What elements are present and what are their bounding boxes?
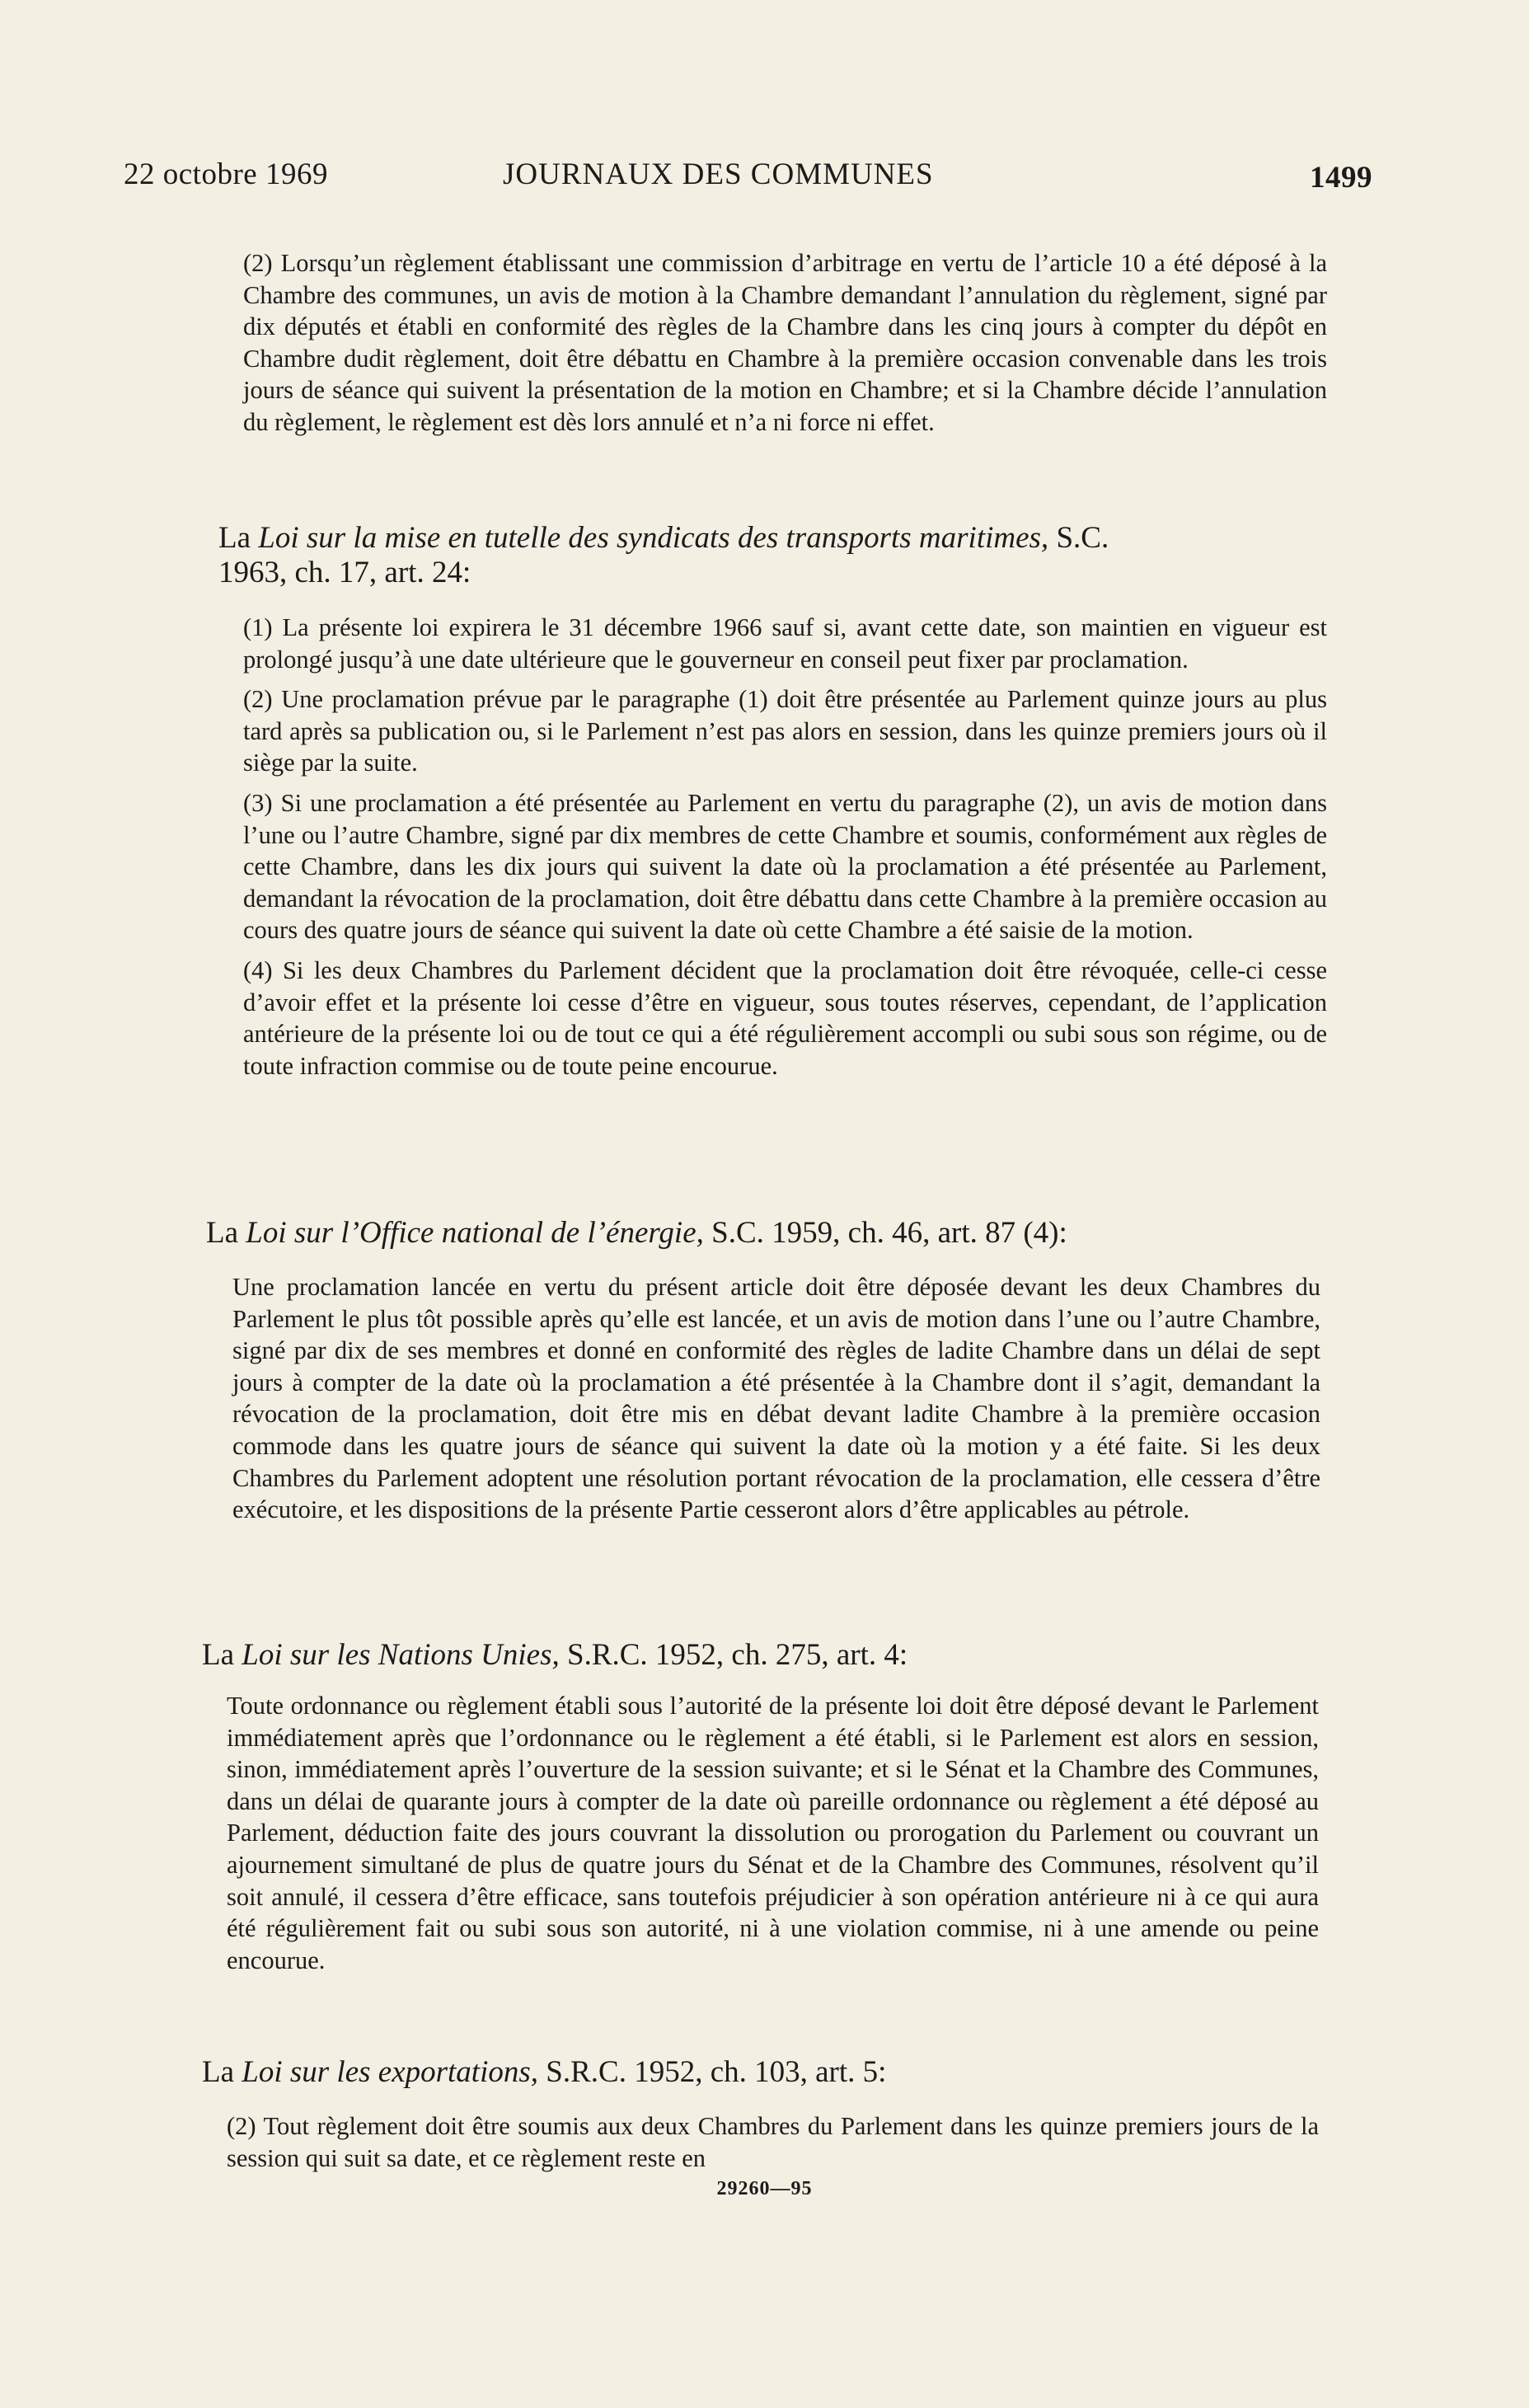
act-heading [218, 521, 1372, 590]
heading-prefix: La [202, 1638, 242, 1672]
heading-prefix: La [218, 521, 259, 555]
act-title: Loi sur l’Office national de l’énergie, [246, 1216, 704, 1250]
act-reference: S.C. 1959, ch. 46, art. 87 (4): [703, 1216, 1067, 1250]
paragraph: (4) Si les deux Chambres du Parlement décident que la proclamation doit être révoquée, celle-ci cesse d’avoir effet et la présente loi cesse d’être en vigueur, sous toutes réserves, cependant, de l’application antérieure de la présente loi ou de tout ce qui a été régulièrement accompli ou subi sous son régime, ou de toute infraction commise ou de toute peine encourue. [243, 955, 1327, 1080]
heading-prefix: La [202, 2055, 242, 2089]
act-heading [202, 1638, 1356, 1673]
paragraph: Toute ordonnance ou règlement établi sous l’autorité de la présente loi doit être déposé devant le Parlement immédiatement après que l’ordonnance ou le règlement a été établi, si le Parlement est alors en session, sinon, immédiatement après l’ouverture de la session suivante; et si le Sénat et la Chambre des Communes, dans un délai de quarante jours à compter de la date où pareille ordonnance ou règlement a été déposé au Parlement, déduction faite des jours couvrant la dissolution ou prorogation du Parlement ou couvrant un ajournement simultané de plus de quatre jours du Sénat et de la Chambre des Communes, résolvent qu’il soit annulé, il cessera d’être efficace, sans toutefois préjudicier à son opération antérieure ni à ce qui aura été régulièrement fait ou subi sous son autorité, ni à une violation commise, ni à une amende ou peine encourue. [227, 1692, 1319, 1974]
heading-prefix: La [206, 1216, 246, 1250]
act-reference: S.R.C. 1952, ch. 275, art. 4: [559, 1638, 908, 1672]
act-title: Loi sur les Nations Unies, [242, 1638, 560, 1672]
header-date: 22 octobre 1969 [124, 157, 328, 191]
section-paragraphs-4 [227, 1690, 1319, 1984]
paragraph: Une proclamation lancée en vertu du présent article doit être déposée devant les deux Chambres du Parlement le plus tôt possible après qu’elle est lancée, et un avis de motion dans l’une ou l’autre Chambre, signé par dix de ses membres et donné en conformité des règles de ladite Chambre dans un délai de sept jours à compter de la date où la proclamation a été présentée à la Chambre dont il s’agit, demandant la révocation de la proclamation, doit être mis en débat devant ladite Chambre à la première occasion commode dans les quatre jours de séance qui suivent la date où la motion y a été faite. Si les deux Chambres du Parlement adoptent une résolution portant révocation de la proclamation, elle cessera d’être exécutoire, et les dispositions de la présente Partie cesseront alors d’être applicables au pétrole. [232, 1273, 1320, 1524]
section-paragraphs-2 [243, 612, 1327, 1090]
section-paragraphs-5 [227, 2110, 1319, 2182]
page-header [124, 157, 1372, 198]
paragraph: (1) La présente loi expirera le 31 décembre 1966 sauf si, avant cette date, son maintien en vigueur est prolongé jusqu’à une date ultérieure que le gouverneur en conseil peut fixer par proclamation. [243, 613, 1327, 674]
act-reference: S.R.C. 1952, ch. 103, art. 5: [538, 2055, 887, 2089]
paragraph: (3) Si une proclamation a été présentée au Parlement en vertu du paragraphe (2), un avis de motion dans l’une ou l’autre Chambre, signé par dix membres de cette Chambre et soumis, conformément aux règles de cette Chambre, dans les dix jours qui suivent la date où la proclamation a été présentée au Parlement, demandant la révocation de la proclamation, doit être débattu dans cette Chambre à la première occasion au cours des quatre jours de séance qui suivent la date où cette Chambre a été saisie de la motion. [243, 788, 1327, 945]
paragraph: (2) Une proclamation prévue par le paragraphe (1) doit être présentée au Parlement quinze jours au plus tard après sa publication ou, si le Parlement n’est pas alors en session, dans les quinze premiers jours où il siège par la suite. [243, 685, 1327, 777]
paragraph: (2) Tout règlement doit être soumis aux deux Chambres du Parlement dans les quinze premiers jours de la session qui suit sa date, et ce règlement reste en [227, 2112, 1319, 2172]
paragraph: (2) Lorsqu’un règlement établissant une commission d’arbitrage en vertu de l’article 10 a été déposé à la Chambre des communes, un avis de motion à la Chambre demandant l’annulation du règlement, signé par dix députés et établi en conformité des règles de la Chambre dans les cinq jours à compter du dépôt en Chambre dudit règlement, doit être débattu en Chambre à la première occasion convenable dans les trois jours de séance qui suivent la présentation de la motion en Chambre; et si la Chambre décide l’annulation du règlement, le règlement est dès lors annulé et n’a ni force ni effet. [243, 249, 1327, 436]
act-reference-continued: 1963, ch. 17, art. 24: [218, 556, 471, 589]
section-paragraphs-1 [243, 247, 1327, 447]
act-title: Loi sur la mise en tutelle des syndicats des transports maritimes, [258, 521, 1049, 555]
page-number: 1499 [1310, 161, 1372, 195]
act-heading [202, 2055, 1356, 2090]
act-reference: S.C. [1048, 521, 1109, 555]
act-title: Loi sur les exportations, [242, 2055, 539, 2089]
act-heading [206, 1216, 1360, 1251]
header-journal-title: JOURNAUX DES COMMUNES [503, 157, 934, 191]
section-paragraphs-3 [232, 1271, 1320, 1534]
printer-code: 29260—95 [716, 2178, 813, 2199]
